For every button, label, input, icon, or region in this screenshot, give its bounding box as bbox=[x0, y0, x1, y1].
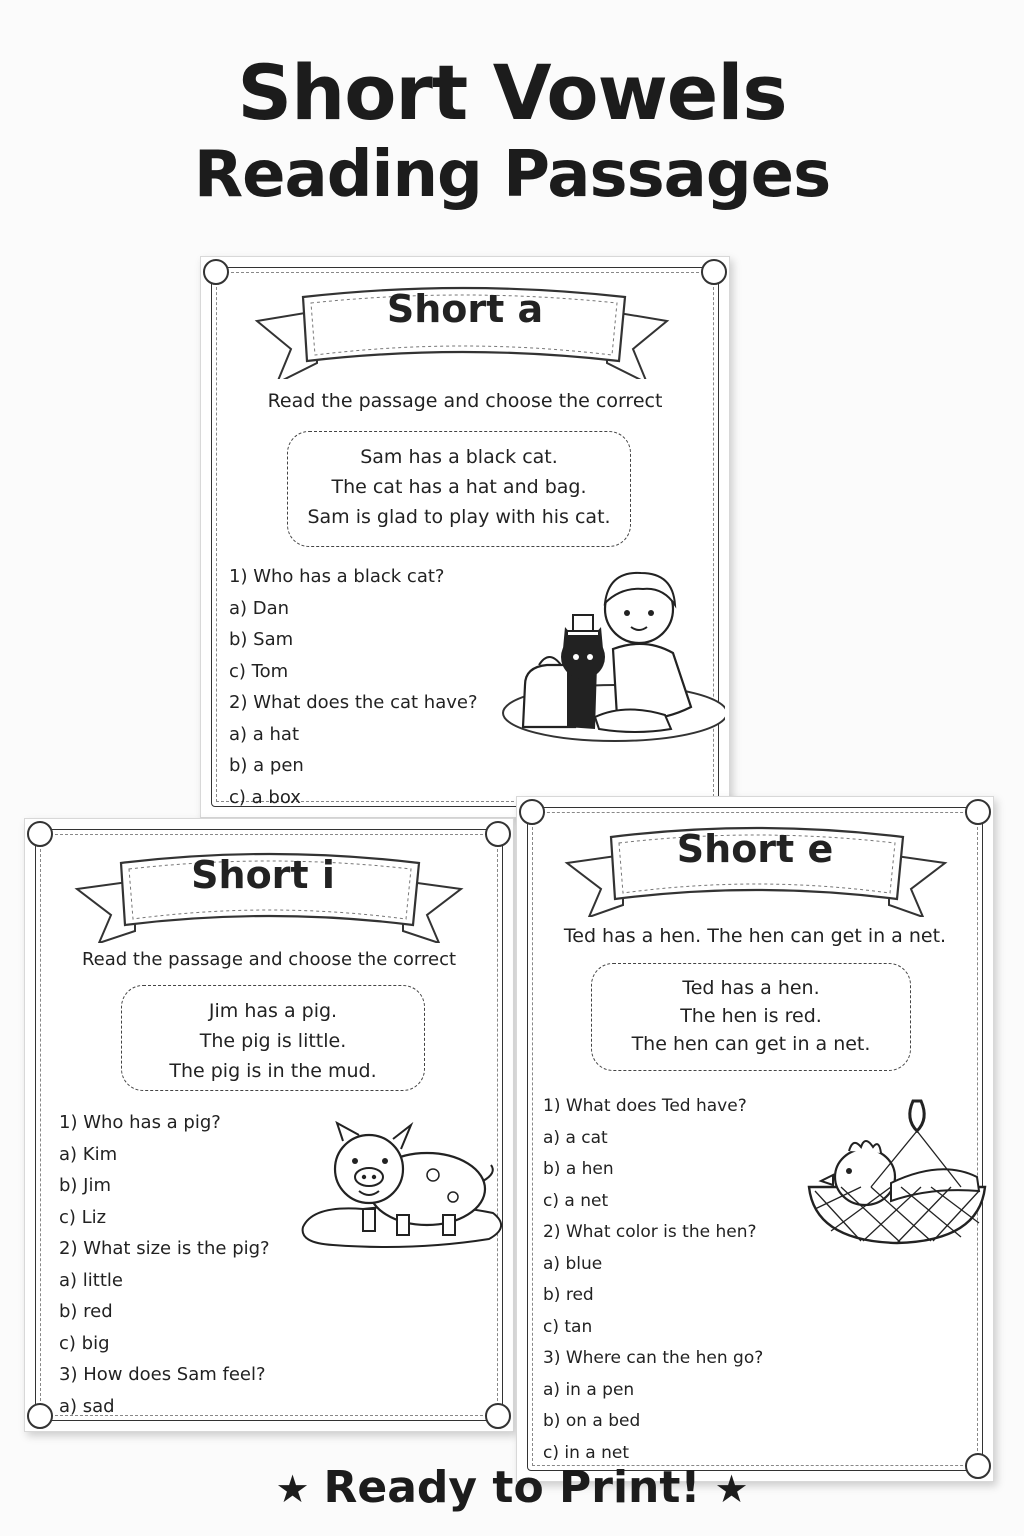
question-list bbox=[229, 561, 478, 813]
answer-option: a) a hat bbox=[229, 723, 300, 745]
question: 1) What does Ted have? bbox=[543, 1096, 747, 1116]
instruction-text: Ted has a hen. The hen can get in a net. bbox=[563, 925, 947, 947]
passage-line: The pig is in the mud. bbox=[169, 1060, 377, 1082]
page-title: Short Vowels bbox=[237, 48, 787, 137]
worksheet-short-e bbox=[516, 796, 994, 1482]
answer-option: b) a hen bbox=[543, 1159, 614, 1179]
worksheet-short-i bbox=[24, 818, 514, 1432]
answer-option: b) a pen bbox=[229, 755, 304, 776]
answer-option: b) red bbox=[59, 1301, 113, 1322]
worksheet-short-a bbox=[200, 256, 730, 818]
passage-line: Sam has a black cat. bbox=[360, 446, 558, 468]
answer-option: a) Dan bbox=[229, 597, 290, 619]
answer-option: c) Liz bbox=[59, 1206, 107, 1228]
answer-option: a) Kim bbox=[59, 1143, 118, 1165]
star-icon: ★ bbox=[714, 1467, 749, 1511]
answer-option: c) a net bbox=[543, 1190, 609, 1211]
page-subtitle: Reading Passages bbox=[193, 138, 831, 212]
answer-option: b) Sam bbox=[229, 629, 294, 650]
answer-option: c) big bbox=[59, 1332, 110, 1354]
answer-option: a) little bbox=[59, 1269, 123, 1291]
reading-passage bbox=[591, 963, 911, 1071]
answer-option: b) on a bed bbox=[543, 1411, 641, 1431]
answer-option: b) red bbox=[543, 1285, 594, 1305]
instruction-text: Read the passage and choose the correct bbox=[81, 949, 457, 970]
question: 2) What does the cat have? bbox=[229, 692, 478, 713]
passage-line: Sam is glad to play with his cat. bbox=[307, 506, 611, 528]
question: 3) How does Sam feel? bbox=[59, 1364, 266, 1385]
answer-option: b) Jim bbox=[59, 1175, 112, 1196]
question: 2) What color is the hen? bbox=[543, 1222, 757, 1242]
hen-in-net-icon bbox=[801, 1091, 991, 1253]
answer-option: c) tan bbox=[543, 1316, 593, 1337]
passage-line: The pig is little. bbox=[199, 1030, 347, 1052]
question-list bbox=[543, 1091, 763, 1469]
banner-title: Short e bbox=[676, 827, 834, 871]
passage-line: The hen is red. bbox=[680, 1005, 822, 1027]
passage-line: The hen can get in a net. bbox=[631, 1033, 871, 1055]
instruction-text: Read the passage and choose the correct bbox=[267, 390, 663, 412]
question: 2) What size is the pig? bbox=[59, 1238, 270, 1259]
banner-title: Short i bbox=[191, 853, 335, 897]
question: 1) Who has a black cat? bbox=[229, 566, 445, 587]
answer-option: c) Tom bbox=[229, 660, 289, 682]
answer-option: c) in a net bbox=[543, 1442, 630, 1463]
footer-text: Ready to Print! bbox=[323, 1462, 701, 1513]
question: 3) Where can the hen go? bbox=[543, 1348, 764, 1368]
answer-option: c) a box bbox=[229, 786, 301, 808]
passage-line: Ted has a hen. bbox=[682, 977, 820, 999]
passage-line: Jim has a pig. bbox=[208, 1000, 338, 1022]
footer-banner bbox=[0, 1462, 1024, 1513]
star-icon: ★ bbox=[275, 1467, 310, 1511]
question-list bbox=[59, 1107, 270, 1422]
answer-option: a) blue bbox=[543, 1253, 603, 1274]
boy-with-cat-icon bbox=[495, 557, 725, 747]
answer-option: a) a cat bbox=[543, 1127, 608, 1148]
answer-option: a) in a pen bbox=[543, 1379, 635, 1400]
answer-option: a) sad bbox=[59, 1395, 115, 1417]
banner-title: Short a bbox=[386, 287, 544, 331]
pig-in-mud-icon bbox=[293, 1109, 509, 1259]
passage-line: The cat has a hat and bag. bbox=[331, 476, 587, 498]
question: 1) Who has a pig? bbox=[59, 1112, 221, 1133]
reading-passage bbox=[287, 431, 631, 547]
reading-passage bbox=[121, 985, 425, 1091]
